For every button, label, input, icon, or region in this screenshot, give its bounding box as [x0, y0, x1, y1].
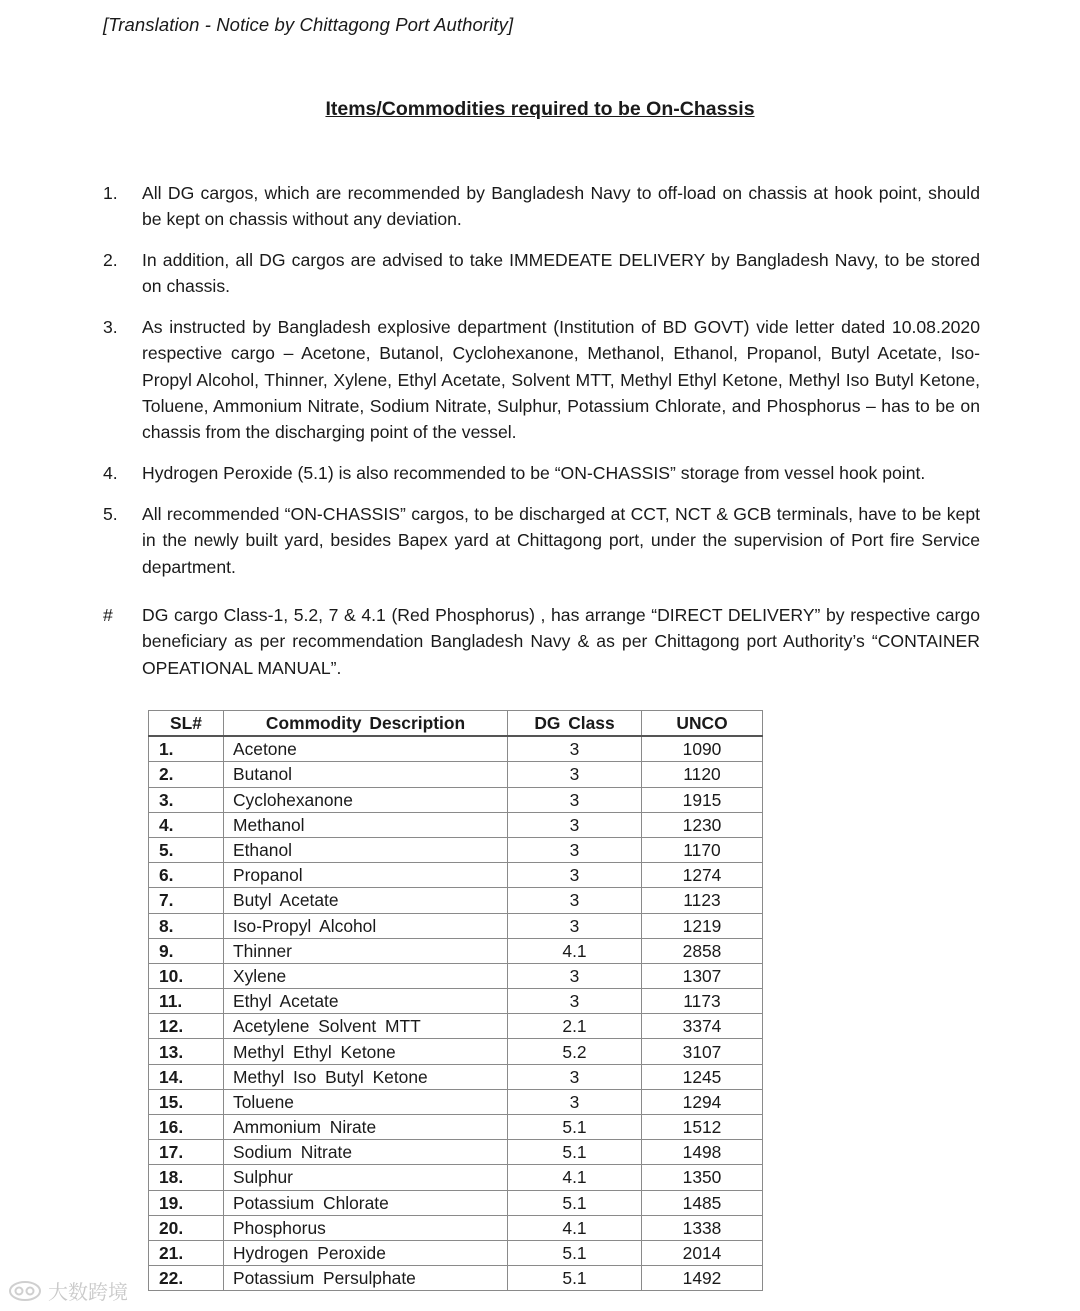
watermark — [8, 1276, 128, 1305]
commodity-description: Propanol — [224, 863, 508, 888]
table-row — [149, 938, 763, 963]
table-row — [149, 837, 763, 862]
commodity-description: Potassium Chlorate — [224, 1190, 508, 1215]
list-item-number: 4. — [103, 463, 118, 484]
header-note: [Translation - Notice by Chittagong Port Authority] — [103, 14, 514, 35]
header-description: Commodity Description — [224, 711, 508, 737]
commodity-description: Potassium Persulphate — [224, 1266, 508, 1291]
dg-class: 5.2 — [508, 1039, 642, 1064]
watermark-text: 大数跨境 — [48, 1280, 128, 1304]
commodity-description: Sodium Nitrate — [224, 1140, 508, 1165]
table-row — [149, 812, 763, 837]
un-number: 1338 — [642, 1215, 763, 1240]
dg-class: 3 — [508, 762, 642, 787]
un-number: 1512 — [642, 1115, 763, 1140]
row-number: 8. — [149, 913, 224, 938]
watermark-logo-icon — [8, 1280, 42, 1302]
commodity-description: Ammonium Nirate — [224, 1115, 508, 1140]
list-item-text: As instructed by Bangladesh explosive department (Institution of BD GOVT) vide letter dated 10.08.2020 respective cargo – Acetone, Butanol, Cyclohexanone, Methanol, Ethanol, Propanol, Butyl Acetate, Iso-Propyl Alcohol, Thinner, Xylene, Ethyl Acetate, Solvent MTT, Methyl Ethyl Ketone, Methyl Iso Butyl Ketone, Toluene, Ammonium Nitrate, Sodium Nitrate, Sulphur, Potassium Chlorate, and Phosphorus – has to be on chassis from the discharging point of the vessel. — [142, 317, 980, 443]
dg-class: 3 — [508, 888, 642, 913]
list-item-text: All DG cargos, which are recommended by Bangladesh Navy to off-load on chassis at hook point, should be kept on chassis without any deviation. — [142, 183, 980, 230]
table-row — [149, 888, 763, 913]
commodity-description: Ethyl Acetate — [224, 989, 508, 1014]
header-sl: SL# — [149, 711, 224, 737]
commodity-description: Phosphorus — [224, 1215, 508, 1240]
un-number: 1485 — [642, 1190, 763, 1215]
dg-class: 3 — [508, 989, 642, 1014]
list-item — [100, 460, 980, 486]
dg-class: 5.1 — [508, 1140, 642, 1165]
un-number: 1915 — [642, 787, 763, 812]
dg-class: 5.1 — [508, 1266, 642, 1291]
commodity-description: Hydrogen Peroxide — [224, 1240, 508, 1265]
un-number: 1294 — [642, 1089, 763, 1114]
dg-class: 4.1 — [508, 1215, 642, 1240]
dg-class: 4.1 — [508, 1165, 642, 1190]
table-row — [149, 787, 763, 812]
table-row — [149, 1115, 763, 1140]
commodity-description: Methyl Ethyl Ketone — [224, 1039, 508, 1064]
commodity-description: Toluene — [224, 1089, 508, 1114]
un-number: 1492 — [642, 1266, 763, 1291]
dg-class: 2.1 — [508, 1014, 642, 1039]
un-number: 2014 — [642, 1240, 763, 1265]
note-text: DG cargo Class-1, 5.2, 7 & 4.1 (Red Phosphorus) , has arrange “DIRECT DELIVERY” by respective cargo beneficiary as per recommendation Bangladesh Navy & as per Chittagong port Authority’s “CONTAINER OPEATIONAL MANUAL”. — [142, 605, 980, 678]
table-row — [149, 1266, 763, 1291]
un-number: 1307 — [642, 963, 763, 988]
table-row — [149, 913, 763, 938]
row-number: 20. — [149, 1215, 224, 1240]
commodity-description: Iso-Propyl Alcohol — [224, 913, 508, 938]
table-body — [149, 736, 763, 1291]
row-number: 16. — [149, 1115, 224, 1140]
un-number: 3107 — [642, 1039, 763, 1064]
list-item — [100, 247, 980, 300]
table-row — [149, 863, 763, 888]
row-number: 15. — [149, 1089, 224, 1114]
header-unco: UNCO — [642, 711, 763, 737]
row-number: 6. — [149, 863, 224, 888]
commodity-description: Xylene — [224, 963, 508, 988]
table-row — [149, 736, 763, 762]
dg-class: 3 — [508, 812, 642, 837]
direct-delivery-note — [100, 602, 980, 681]
table-row — [149, 963, 763, 988]
row-number: 10. — [149, 963, 224, 988]
table-row — [149, 1014, 763, 1039]
row-number: 19. — [149, 1190, 224, 1215]
commodity-description: Butanol — [224, 762, 508, 787]
un-number: 1274 — [642, 863, 763, 888]
dg-class: 5.1 — [508, 1190, 642, 1215]
un-number: 1219 — [642, 913, 763, 938]
row-number: 14. — [149, 1064, 224, 1089]
table-row — [149, 989, 763, 1014]
row-number: 13. — [149, 1039, 224, 1064]
dg-class: 3 — [508, 863, 642, 888]
list-item-number: 3. — [103, 317, 118, 338]
note-marker: # — [103, 605, 113, 625]
commodity-description: Methyl Iso Butyl Ketone — [224, 1064, 508, 1089]
row-number: 3. — [149, 787, 224, 812]
row-number: 9. — [149, 938, 224, 963]
table-row — [149, 1215, 763, 1240]
row-number: 12. — [149, 1014, 224, 1039]
list-item-number: 2. — [103, 250, 118, 271]
un-number: 1120 — [642, 762, 763, 787]
dg-class: 3 — [508, 913, 642, 938]
row-number: 17. — [149, 1140, 224, 1165]
commodity-description: Thinner — [224, 938, 508, 963]
row-number: 22. — [149, 1266, 224, 1291]
row-number: 5. — [149, 837, 224, 862]
row-number: 21. — [149, 1240, 224, 1265]
commodity-description: Butyl Acetate — [224, 888, 508, 913]
commodity-description: Cyclohexanone — [224, 787, 508, 812]
commodity-description: Methanol — [224, 812, 508, 837]
table-row — [149, 1089, 763, 1114]
row-number: 11. — [149, 989, 224, 1014]
table-row — [149, 1140, 763, 1165]
list-item-number: 5. — [103, 503, 118, 524]
un-number: 3374 — [642, 1014, 763, 1039]
dg-class: 3 — [508, 736, 642, 762]
table-row — [149, 1190, 763, 1215]
list-item-number: 1. — [103, 183, 118, 203]
commodity-description: Acetone — [224, 736, 508, 762]
un-number: 2858 — [642, 938, 763, 963]
commodity-table — [148, 710, 763, 1291]
list-item-text: In addition, all DG cargos are advised to take IMMEDEATE DELIVERY by Bangladesh Navy, to be stored on chassis. — [142, 250, 980, 297]
table-row — [149, 1240, 763, 1265]
dg-class: 5.1 — [508, 1240, 642, 1265]
header-dg-class: DG Class — [508, 711, 642, 737]
un-number: 1170 — [642, 837, 763, 862]
row-number: 18. — [149, 1165, 224, 1190]
list-item — [100, 501, 980, 580]
row-number: 1. — [149, 736, 224, 762]
un-number: 1230 — [642, 812, 763, 837]
table-header-row — [149, 711, 763, 737]
document-title: Items/Commodities required to be On-Chassis — [325, 98, 755, 120]
list-item — [100, 180, 980, 233]
dg-class: 3 — [508, 1089, 642, 1114]
un-number: 1173 — [642, 989, 763, 1014]
un-number: 1498 — [642, 1140, 763, 1165]
list-item-text: All recommended “ON-CHASSIS” cargos, to be discharged at CCT, NCT & GCB terminals, have to be kept in the newly built yard, besides Bapex yard at Chittagong port, under the supervision of Port fire Service department. — [142, 503, 980, 577]
table-row — [149, 1165, 763, 1190]
table-row — [149, 762, 763, 787]
commodity-description: Sulphur — [224, 1165, 508, 1190]
dg-class: 3 — [508, 1064, 642, 1089]
dg-class: 3 — [508, 837, 642, 862]
commodity-description: Acetylene Solvent MTT — [224, 1014, 508, 1039]
commodity-description: Ethanol — [224, 837, 508, 862]
list-item — [100, 314, 980, 445]
row-number: 7. — [149, 888, 224, 913]
row-number: 2. — [149, 762, 224, 787]
table-row — [149, 1064, 763, 1089]
numbered-list — [100, 180, 980, 594]
dg-class: 3 — [508, 787, 642, 812]
dg-class: 5.1 — [508, 1115, 642, 1140]
un-number: 1123 — [642, 888, 763, 913]
un-number: 1245 — [642, 1064, 763, 1089]
list-item-text: Hydrogen Peroxide (5.1) is also recommended to be “ON-CHASSIS” storage from vessel hook point. — [142, 463, 926, 484]
dg-class: 3 — [508, 963, 642, 988]
row-number: 4. — [149, 812, 224, 837]
un-number: 1350 — [642, 1165, 763, 1190]
dg-class: 4.1 — [508, 938, 642, 963]
un-number: 1090 — [642, 736, 763, 762]
table-row — [149, 1039, 763, 1064]
